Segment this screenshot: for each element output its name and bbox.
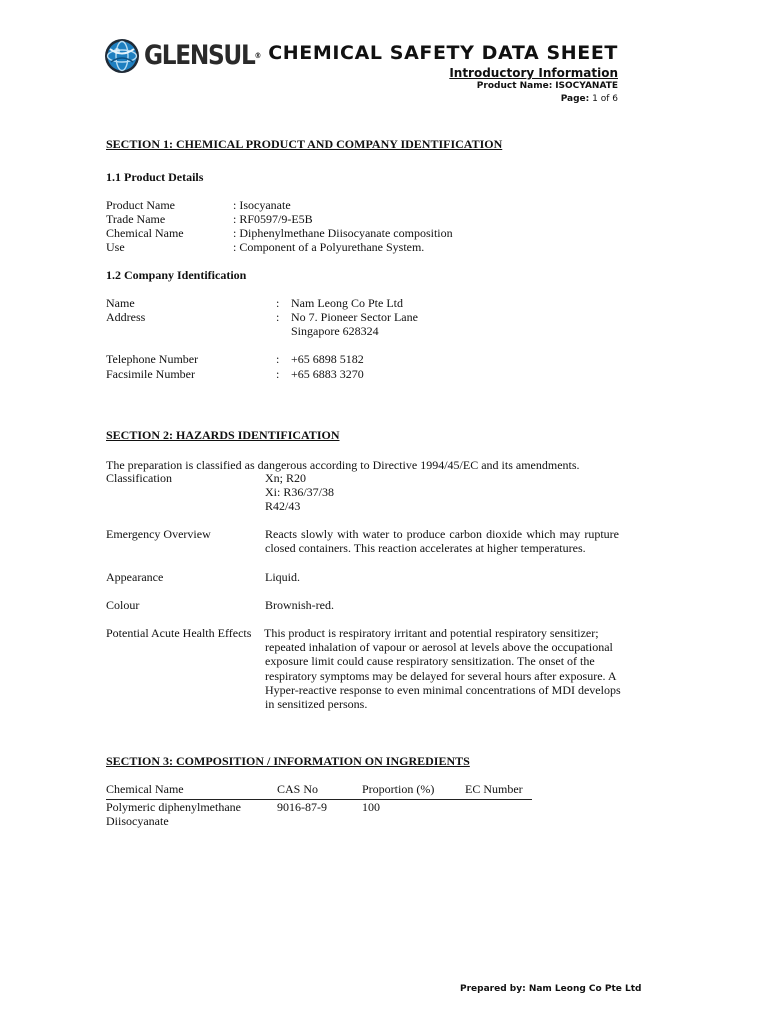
ingredient-name: Polymeric diphenylmethane [106, 800, 241, 814]
telephone-label: Telephone Number [106, 352, 199, 366]
ingredient-cas: 9016-87-9 [277, 800, 327, 814]
facsimile-label: Facsimile Number [106, 367, 195, 381]
company-address-label: Address [106, 310, 146, 324]
globe-icon [104, 38, 140, 74]
colour-value: Brownish-red. [265, 598, 334, 612]
header-page-line [561, 94, 618, 104]
colon-separator: : [276, 310, 280, 324]
product-detail-label: Trade Name [106, 212, 166, 226]
table-row [106, 800, 536, 814]
product-detail-label: Chemical Name [106, 226, 184, 240]
header-product-value: ISOCYANATE [555, 81, 618, 91]
ingredient-proportion: 100 [362, 800, 380, 814]
product-detail-value: : Component of a Polyurethane System. [233, 240, 425, 254]
product-details-title: 1.1 Product Details [106, 170, 204, 184]
company-logo [104, 36, 262, 76]
company-address-line-2: Singapore 628324 [291, 324, 379, 338]
product-detail-label: Product Name [106, 198, 175, 212]
company-name-value: Nam Leong Co Pte Ltd [291, 296, 403, 310]
page-number: 1 of 6 [592, 94, 618, 104]
classification-line: Xi: R36/37/38 [265, 485, 335, 499]
telephone-value: +65 6898 5182 [291, 352, 364, 366]
header-page-label: Page: [560, 94, 590, 104]
facsimile-value: +65 6883 3270 [291, 367, 364, 381]
colon-separator: : [276, 367, 280, 381]
health-effects-text: This product is respiratory irritant and potential respiratory sensitizer; repeated inhalation of vapour or aerosol at levels above the occupational exposure limit could cause respiratory sensitization. The onset of the respiratory symptoms may be delayed for several hours after exposure. A Hyper-reactive response to even minimal concentrations of MDI develops in sensitized persons. [264, 626, 621, 712]
classification-line: R42/43 [265, 499, 301, 513]
logo-wordmark: GLENSUL [144, 40, 255, 71]
ingredients-table-header [106, 782, 536, 796]
column-header-proportion: Proportion (%) [362, 782, 435, 796]
header-product-label: Product Name: [476, 81, 553, 91]
hazard-intro: The preparation is classified as dangerous according to Directive 1994/45/EC and its amendments. [106, 458, 580, 472]
company-address-line-1: No 7. Pioneer Sector Lane [291, 310, 418, 324]
header-product-line [477, 81, 618, 91]
product-detail-value: : RF0597/9-E5B [233, 212, 313, 226]
emergency-overview-text: Reacts slowly with water to produce carbon dioxide which may rupture closed containers. This reaction accelerates at higher temperatures. [265, 527, 619, 556]
health-effects-label: Potential Acute Health Effects [106, 626, 252, 640]
column-header-cas-no: CAS No [277, 782, 319, 796]
product-detail-value: : Isocyanate [233, 198, 291, 212]
colon-separator: : [276, 352, 280, 366]
appearance-value: Liquid. [265, 570, 300, 584]
company-name-label: Name [106, 296, 135, 310]
section-1-title: SECTION 1: CHEMICAL PRODUCT AND COMPANY IDENTIFICATION [106, 137, 503, 151]
classification-line: Xn; R20 [265, 471, 307, 485]
colour-label: Colour [106, 598, 140, 612]
section-2-title: SECTION 2: HAZARDS IDENTIFICATION [106, 428, 340, 442]
document-subtitle: Introductory Information [449, 66, 618, 80]
ingredient-name-continued: Diisocyanate [106, 814, 169, 828]
product-detail-value: : Diphenylmethane Diisocyanate composition [233, 226, 453, 240]
registered-mark: ® [254, 51, 262, 60]
colon-separator: : [276, 296, 280, 310]
company-identification-title: 1.2 Company Identification [106, 268, 247, 282]
appearance-label: Appearance [106, 570, 164, 584]
emergency-overview-label: Emergency Overview [106, 527, 211, 541]
section-3-title: SECTION 3: COMPOSITION / INFORMATION ON INGREDIENTS [106, 754, 470, 768]
classification-label: Classification [106, 471, 172, 485]
prepared-by: Prepared by: Nam Leong Co Pte Ltd [460, 984, 642, 994]
column-header-ec-number: EC Number [465, 782, 523, 796]
document-title: CHEMICAL SAFETY DATA SHEET [268, 42, 618, 64]
column-header-chemical-name: Chemical Name [106, 782, 184, 796]
product-detail-label: Use [106, 240, 125, 254]
